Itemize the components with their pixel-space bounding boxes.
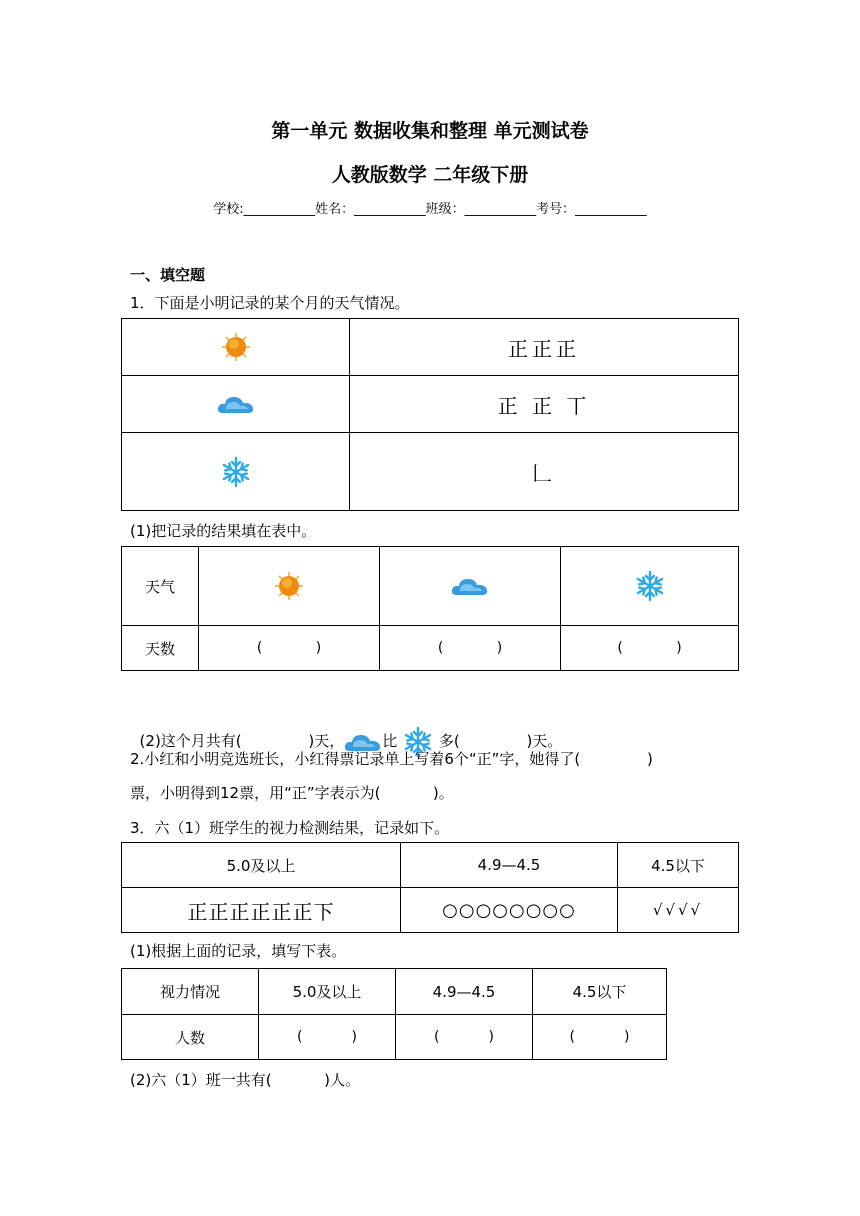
cloud-icon bbox=[451, 575, 489, 597]
weather-cell bbox=[122, 376, 350, 433]
sun-icon bbox=[274, 571, 304, 601]
question-2-line2: 票，小明得到12票，用“正”字表示为( )。 bbox=[130, 784, 454, 802]
header-cell: 5.0及以上 bbox=[122, 843, 401, 888]
row-label: 人数 bbox=[122, 1015, 259, 1060]
tally-cell: 正 正 丅 bbox=[350, 376, 739, 433]
weather-cell bbox=[380, 547, 561, 626]
answer-blank[interactable]: ( ) bbox=[533, 1015, 667, 1060]
sub2-text-c: 多( )天。 bbox=[438, 732, 563, 750]
question-3-sub1: (1)根据上面的记录，填写下表。 bbox=[130, 942, 347, 960]
sub2-text-a: (2)这个月共有( )天， bbox=[139, 732, 345, 750]
vision-count-table bbox=[121, 968, 667, 1060]
row-label: 天气 bbox=[122, 547, 199, 626]
weather-cell bbox=[122, 319, 350, 376]
page-subtitle: 人教版数学 二年级下册 bbox=[331, 164, 529, 186]
header-cell: 5.0及以上 bbox=[259, 969, 396, 1015]
snowflake-icon bbox=[220, 456, 252, 488]
record-cell: ○○○○○○○○ bbox=[401, 888, 618, 933]
record-cell: 正正正正正正下 bbox=[122, 888, 401, 933]
header-cell: 4.9—4.5 bbox=[396, 969, 533, 1015]
question-3-sub2: (2)六（1）班一共有( )人。 bbox=[130, 1071, 360, 1089]
row-label: 天数 bbox=[122, 626, 199, 671]
weather-tally-table bbox=[121, 318, 739, 511]
weather-cell bbox=[199, 547, 380, 626]
question-3-text: 3．六（1）班学生的视力检测结果，记录如下。 bbox=[130, 819, 450, 837]
header-cell: 4.9—4.5 bbox=[401, 843, 618, 888]
weather-count-table bbox=[121, 546, 739, 671]
weather-cell bbox=[561, 547, 739, 626]
question-1-text: 1．下面是小明记录的某个月的天气情况。 bbox=[130, 294, 410, 312]
student-info-line: 学校:___________姓名：___________班级：___________考号：___________ bbox=[213, 202, 647, 217]
question-2-line1: 2.小红和小明竞选班长，小红得票记录单上写着6个“正”字，她得了( ) bbox=[130, 750, 653, 768]
tally-cell: 𠃊 bbox=[350, 433, 739, 511]
record-cell: √√√√ bbox=[618, 888, 739, 933]
answer-blank[interactable]: ( ) bbox=[199, 626, 380, 671]
answer-blank[interactable]: ( ) bbox=[561, 626, 739, 671]
tally-cell: 正正正 bbox=[350, 319, 739, 376]
vision-record-table bbox=[121, 842, 739, 933]
sun-icon bbox=[221, 332, 251, 362]
header-cell: 4.5以下 bbox=[533, 969, 667, 1015]
answer-blank[interactable]: ( ) bbox=[259, 1015, 396, 1060]
snowflake-icon bbox=[634, 570, 666, 602]
sub2-text-b: 比 bbox=[382, 732, 398, 750]
header-cell: 4.5以下 bbox=[618, 843, 739, 888]
page-title: 第一单元 数据收集和整理 单元测试卷 bbox=[271, 120, 589, 142]
weather-cell bbox=[122, 433, 350, 511]
question-1-sub2 bbox=[130, 690, 563, 750]
question-1-sub1: (1)把记录的结果填在表中。 bbox=[130, 522, 317, 540]
section-heading: 一、填空题 bbox=[130, 266, 206, 284]
answer-blank[interactable]: ( ) bbox=[380, 626, 561, 671]
answer-blank[interactable]: ( ) bbox=[396, 1015, 533, 1060]
cloud-icon bbox=[217, 393, 255, 415]
header-cell: 视力情况 bbox=[122, 969, 259, 1015]
